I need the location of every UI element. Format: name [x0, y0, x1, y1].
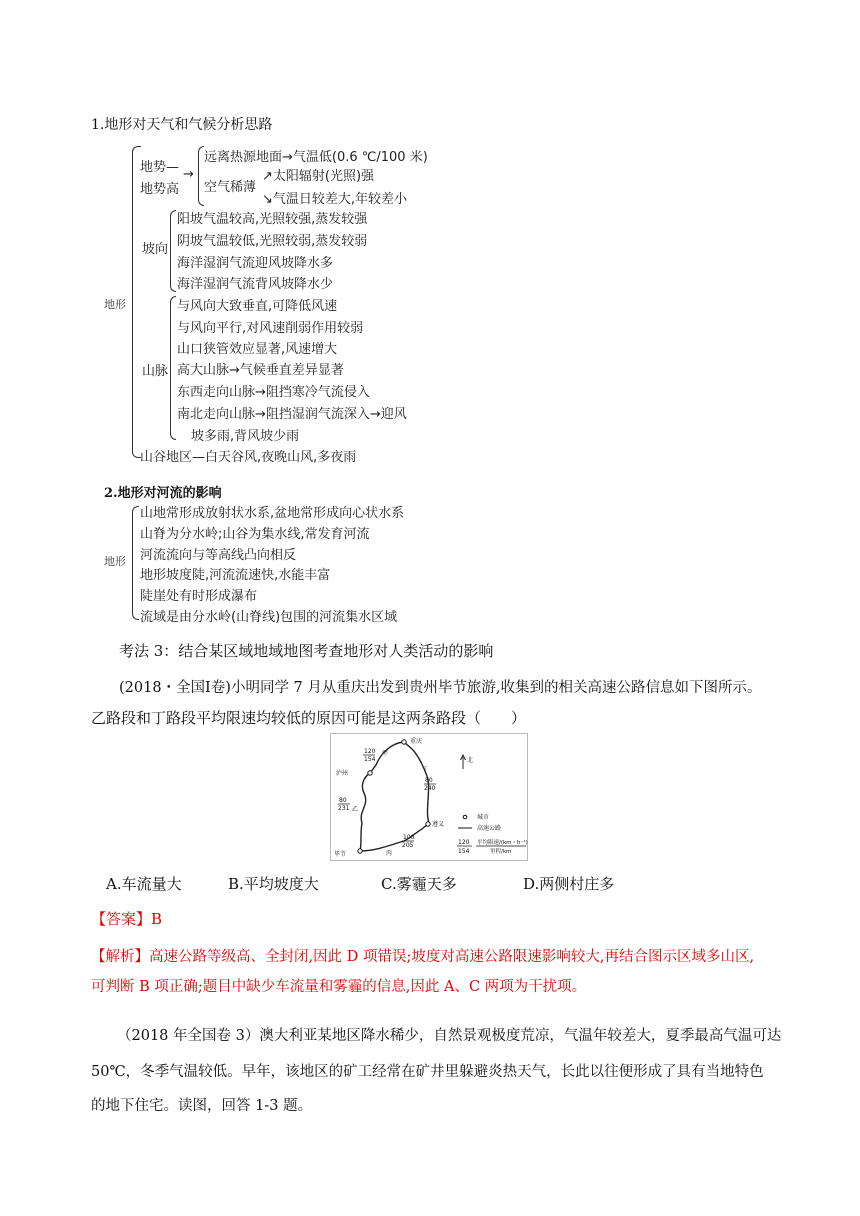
group3-line-2: 与风向平行,对风速削弱作用较弱	[177, 321, 364, 336]
group1-label-1: 地势—	[140, 160, 180, 175]
ding-length: 240	[424, 785, 436, 792]
group2-label: 坡向	[142, 242, 169, 257]
question2-line2: 50℃，冬季气温较低。早年，该地区的矿工经常在矿井里躲避炎热天气，长此以往便形成了具有当地特色	[91, 1064, 764, 1080]
question1-line1: (2018・全国Ⅰ卷)小明同学 7 月从重庆出发到贵州毕节旅游,收集到的相关高速公路信息如下图所示。	[119, 680, 762, 696]
section2-root-label: 地形	[104, 555, 126, 568]
group3-label: 山脉	[142, 364, 169, 379]
analysis-line2: 可判断 B 项正确;题目中缺少车流量和雾霾的信息,因此 A、C 两项为干扰项。	[91, 979, 587, 995]
group2-line-2: 阴坡气温较低,光照较弱,蒸发较弱	[177, 234, 368, 249]
group1-line-4: ↘气温日较差大,年较差小	[262, 192, 408, 207]
legend-sample-speed: 120	[458, 839, 470, 846]
group2-line-4: 海洋湿润气流背风坡降水少	[177, 277, 334, 292]
city-luzhou: 泸州	[336, 770, 349, 777]
section2-line-3: 河流流向与等高线凸向相反	[140, 548, 297, 563]
legend-city-label: 城市	[477, 814, 490, 821]
legend-sample-length: 154	[458, 848, 470, 855]
north-label: 北	[467, 757, 474, 764]
section2-line-2: 山脊为分水岭;山谷为集水线,常发育河流	[140, 527, 370, 542]
group1-line-3: ↗太阳辐射(光照)强	[262, 169, 375, 184]
ding-speed: 80	[425, 777, 433, 784]
city-marker-chongqing	[402, 740, 406, 744]
group3-line-1: 与风向大致垂直,可降低风速	[177, 299, 338, 314]
legend-city-icon	[463, 815, 467, 819]
group3-line-3: 山口狭管效应显著,风速增大	[177, 342, 338, 357]
option-a: A.车流量大	[106, 875, 182, 893]
legend-road-label: 高速公路	[477, 825, 502, 832]
section2-line-6: 流域是由分水岭(山脊线)包围的河流集水区域	[140, 610, 398, 625]
group1-arrow: →	[183, 167, 194, 182]
city-marker-bijie	[358, 849, 362, 853]
group2-line-1: 阳坡气温较高,光照较强,蒸发较强	[177, 212, 368, 227]
question2-line3: 的地下住宅。读图，回答 1-3 题。	[91, 1098, 313, 1114]
group2-line-3: 海洋湿润气流迎风坡降水多	[177, 256, 334, 271]
city-marker-luzhou	[368, 771, 372, 775]
section2-line-1: 山地常形成放射状水系,盆地常形成向心状水系	[140, 506, 405, 521]
option-b: B.平均坡度大	[228, 875, 319, 893]
legend-length-label: 里程/km	[490, 849, 512, 855]
group3-line-7: 坡多雨,背风坡少雨	[191, 429, 300, 444]
group1-line-2: 空气稀薄	[204, 180, 257, 195]
highway-map	[330, 733, 528, 861]
group1-line-1: 远离热源地面→气温低(0.6 ℃/100 米)	[204, 150, 428, 165]
legend-speed-label: 平均限速/(km・h⁻¹)	[477, 840, 528, 846]
segment-jia: 甲	[382, 750, 389, 757]
answer-block	[91, 904, 162, 934]
bing-length: 205	[402, 842, 414, 849]
group3-line-5: 东西走向山脉→阻挡寒冷气流侵入	[177, 385, 370, 400]
option-d: D.两侧村庄多	[523, 875, 615, 893]
group1-label-2: 地势高	[140, 182, 180, 197]
method3-heading: 考法 3：结合某区域地域地图考查地形对人类活动的影响	[119, 642, 494, 660]
section2-brace	[132, 506, 139, 620]
group4-line: 山谷地区—白天谷风,夜晚山风,多夜雨	[140, 450, 357, 465]
yi-length: 231	[338, 805, 350, 812]
segment-bing: 丙	[386, 850, 393, 857]
yi-speed: 80	[339, 797, 347, 804]
section1-title: 1.地形对天气和气候分析思路	[91, 117, 273, 133]
answer-tag: 【答案】	[91, 910, 152, 928]
jia-length: 154	[364, 756, 376, 763]
analysis-line1	[91, 942, 754, 972]
section2-title: 2.地形对河流的影响	[104, 486, 222, 501]
group3-line-6: 南北走向山脉→阻挡湿润气流深入→迎风	[177, 407, 407, 422]
answer-value: B	[151, 910, 163, 928]
city-chongqing: 重庆	[410, 738, 423, 745]
segment-yi: 乙	[352, 806, 359, 813]
jia-speed: 120	[364, 748, 376, 755]
section2-line-5: 陡崖处有时形成瀑布	[140, 589, 258, 604]
question2-line1: （2018 年全国卷 3）澳大利亚某地区降水稀少，自然景观极度荒凉，气温年较差大，夏季最高气温可达	[117, 1028, 782, 1044]
group2-brace	[170, 210, 176, 292]
question1-line2: 乙路段和丁路段平均限速均较低的原因可能是这两条路段（ ）	[91, 709, 527, 727]
city-zunyi: 遵义	[432, 821, 445, 828]
city-bijie: 毕节	[334, 851, 347, 858]
section2-line-4: 地形坡度陡,河流流速快,水能丰富	[140, 568, 331, 583]
option-c: C.雾霾天多	[381, 875, 457, 893]
bing-speed: 100	[403, 834, 415, 841]
group3-line-4: 高大山脉→气候垂直差异显著	[177, 363, 344, 378]
analysis-text-1: 高速公路等级高、全封闭,因此 D 项错误;坡度对高速公路限速影响较大,再结合图示区域多山区,	[149, 949, 755, 965]
city-marker-zunyi	[426, 822, 430, 826]
group3-brace	[170, 296, 176, 440]
segment-ding: 丁	[422, 766, 429, 773]
analysis-tag: 【解析】	[91, 949, 149, 965]
section1-root-label: 地形	[104, 298, 126, 311]
